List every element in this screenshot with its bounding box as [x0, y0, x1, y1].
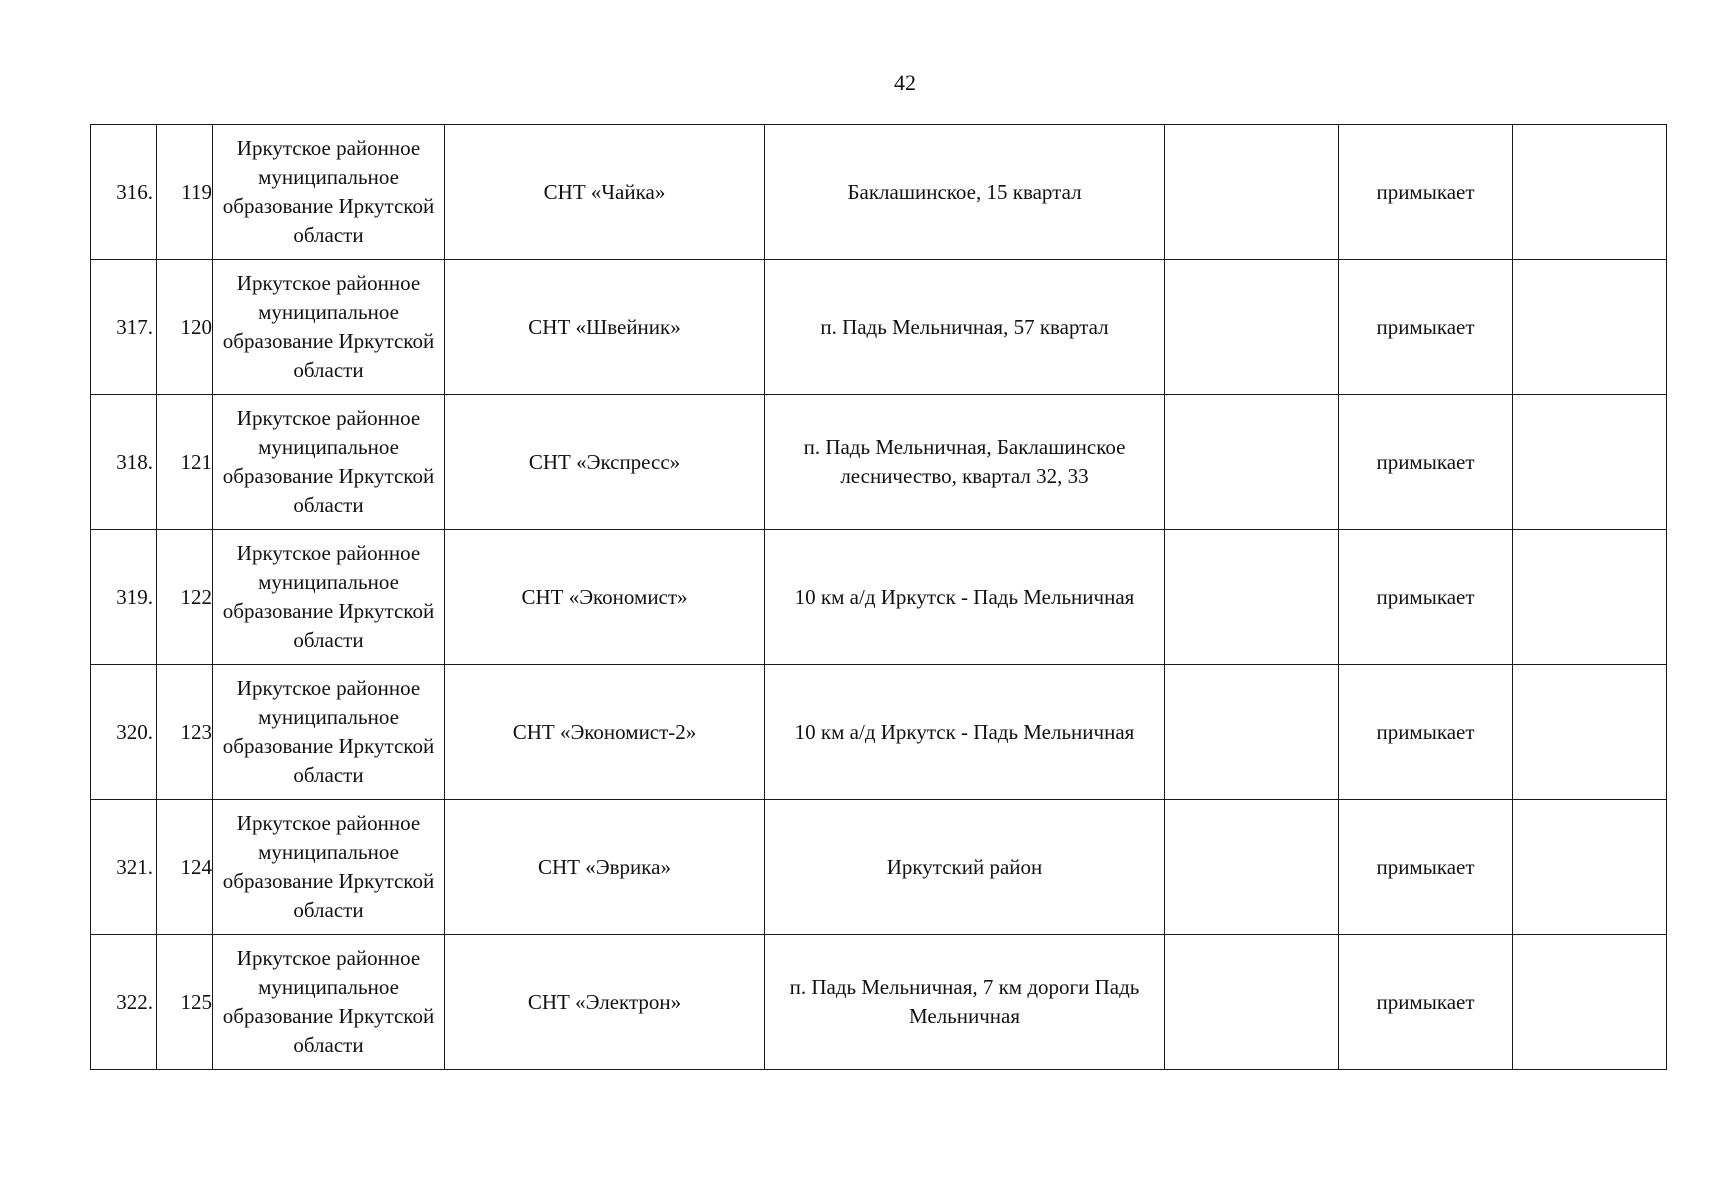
empty-cell	[1165, 395, 1339, 530]
empty-cell	[1513, 665, 1667, 800]
municipality-cell: Иркутское районное муниципальное образование Иркутской области	[213, 395, 445, 530]
row-subnumber: 122	[157, 530, 213, 665]
row-subnumber: 121	[157, 395, 213, 530]
empty-cell	[1165, 800, 1339, 935]
settlement-name-cell: СНТ «Швейник»	[445, 260, 765, 395]
row-number: 319.	[91, 530, 157, 665]
address-cell: Иркутский район	[765, 800, 1165, 935]
row-subnumber: 125	[157, 935, 213, 1070]
municipality-cell: Иркутское районное муниципальное образование Иркутской области	[213, 935, 445, 1070]
empty-cell	[1165, 935, 1339, 1070]
settlement-name-cell: СНТ «Экономист»	[445, 530, 765, 665]
row-subnumber: 124	[157, 800, 213, 935]
status-cell: примыкает	[1339, 125, 1513, 260]
table-row	[91, 260, 1667, 395]
table-row	[91, 935, 1667, 1070]
status-cell: примыкает	[1339, 530, 1513, 665]
table-row	[91, 530, 1667, 665]
municipality-cell: Иркутское районное муниципальное образование Иркутской области	[213, 800, 445, 935]
empty-cell	[1513, 800, 1667, 935]
row-number: 318.	[91, 395, 157, 530]
settlement-name-cell: СНТ «Электрон»	[445, 935, 765, 1070]
address-cell: 10 км а/д Иркутск - Падь Мельничная	[765, 530, 1165, 665]
table-row	[91, 665, 1667, 800]
row-number: 322.	[91, 935, 157, 1070]
municipality-cell: Иркутское районное муниципальное образование Иркутской области	[213, 665, 445, 800]
address-cell: п. Падь Мельничная, 57 квартал	[765, 260, 1165, 395]
address-cell: п. Падь Мельничная, Баклашинское лесничество, квартал 32, 33	[765, 395, 1165, 530]
status-cell: примыкает	[1339, 800, 1513, 935]
row-subnumber: 119	[157, 125, 213, 260]
empty-cell	[1513, 125, 1667, 260]
row-subnumber: 123	[157, 665, 213, 800]
empty-cell	[1165, 260, 1339, 395]
table-row	[91, 800, 1667, 935]
row-subnumber: 120	[157, 260, 213, 395]
row-number: 321.	[91, 800, 157, 935]
status-cell: примыкает	[1339, 935, 1513, 1070]
status-cell: примыкает	[1339, 260, 1513, 395]
empty-cell	[1513, 530, 1667, 665]
table-row	[91, 125, 1667, 260]
empty-cell	[1165, 530, 1339, 665]
municipality-cell: Иркутское районное муниципальное образование Иркутской области	[213, 260, 445, 395]
empty-cell	[1513, 395, 1667, 530]
municipality-cell: Иркутское районное муниципальное образование Иркутской области	[213, 530, 445, 665]
table-row	[91, 395, 1667, 530]
settlement-name-cell: СНТ «Экономист-2»	[445, 665, 765, 800]
address-cell: 10 км а/д Иркутск - Падь Мельничная	[765, 665, 1165, 800]
empty-cell	[1165, 125, 1339, 260]
municipality-cell: Иркутское районное муниципальное образование Иркутской области	[213, 125, 445, 260]
empty-cell	[1165, 665, 1339, 800]
settlement-name-cell: СНТ «Экспресс»	[445, 395, 765, 530]
settlement-name-cell: СНТ «Чайка»	[445, 125, 765, 260]
settlement-name-cell: СНТ «Эврика»	[445, 800, 765, 935]
row-number: 316.	[91, 125, 157, 260]
empty-cell	[1513, 260, 1667, 395]
row-number: 317.	[91, 260, 157, 395]
status-cell: примыкает	[1339, 395, 1513, 530]
empty-cell	[1513, 935, 1667, 1070]
page-number: 42	[894, 70, 916, 95]
settlements-table	[90, 124, 1667, 1070]
row-number: 320.	[91, 665, 157, 800]
address-cell: Баклашинское, 15 квартал	[765, 125, 1165, 260]
status-cell: примыкает	[1339, 665, 1513, 800]
address-cell: п. Падь Мельничная, 7 км дороги Падь Мельничная	[765, 935, 1165, 1070]
